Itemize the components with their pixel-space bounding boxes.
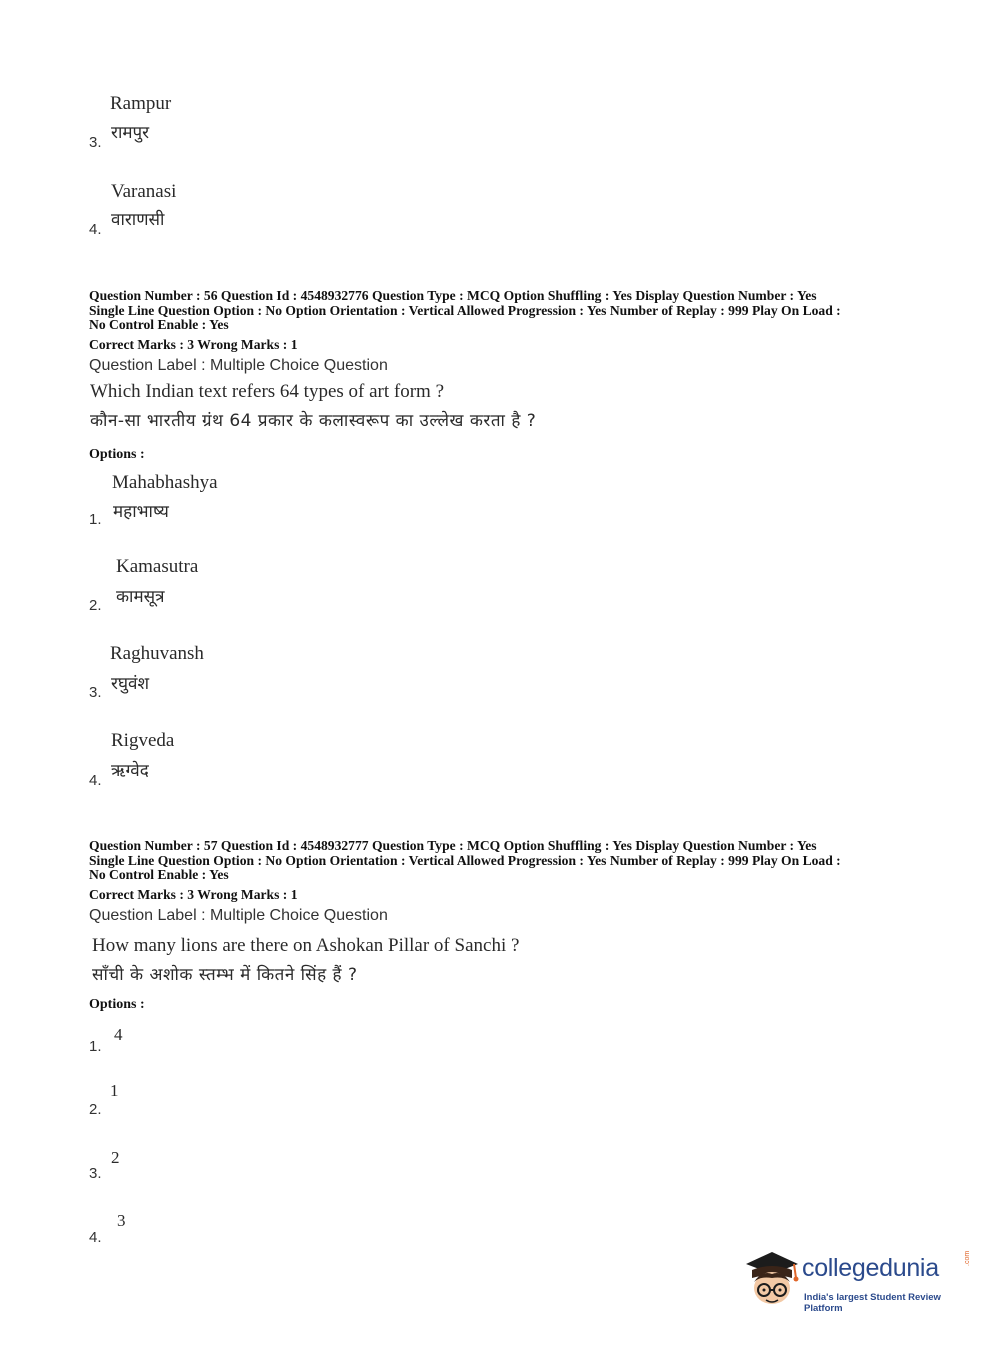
q57-option-1-value: 4 [114,1025,123,1044]
q57-option-4-number: 4. [89,1229,102,1246]
q56-option-3-english: Raghuvansh [110,643,204,664]
question-56-marks: Correct Marks : 3 Wrong Marks : 1 [89,337,298,352]
meta-line-1: Question Number : 57 Question Id : 4548932777 Question Type : MCQ Option Shuffling : Yes Display Question Number : Yes [89,838,817,853]
option-3-number: 3. [89,134,102,151]
q56-option-2-number: 2. [89,597,102,614]
question-57-options-heading: Options : [89,997,145,1012]
meta-line-1: Question Number : 56 Question Id : 4548932776 Question Type : MCQ Option Shuffling : Yes Display Question Number : Yes [89,288,817,303]
meta-line-3: No Control Enable : Yes [89,317,229,332]
meta-line-3: No Control Enable : Yes [89,867,229,882]
question-57-text-english: How many lions are there on Ashokan Pillar of Sanchi ? [92,935,520,956]
q56-option-3-hindi: रघुवंश [111,674,150,694]
meta-line-2: Single Line Question Option : No Option Orientation : Vertical Allowed Progression : Yes Number of Replay : 999 Play On Load : [89,852,841,868]
q56-option-3-number: 3. [89,684,102,701]
logo-com-suffix: .com [964,1250,971,1266]
student-mascot-icon [742,1248,802,1310]
question-56-text-english: Which Indian text refers 64 types of art form ? [90,381,445,402]
option-4-hindi: वाराणसी [111,210,165,230]
q56-option-1-hindi: महाभाष्य [113,502,169,522]
question-57-meta [89,839,919,883]
q57-option-3-value: 2 [111,1148,120,1167]
q57-option-3-number: 3. [89,1165,102,1182]
q56-option-1-english: Mahabhashya [112,472,218,493]
logo-wordmark: collegedunia [802,1254,939,1282]
option-4-number: 4. [89,221,102,238]
meta-line-2: Single Line Question Option : No Option Orientation : Vertical Allowed Progression : Yes Number of Replay : 999 Play On Load : [89,302,841,318]
option-3-english: Rampur [110,93,172,114]
q56-option-2-hindi: कामसूत्र [116,587,165,607]
question-56-meta [89,289,919,333]
question-56-label: Question Label : Multiple Choice Question [89,357,388,374]
q56-option-1-number: 1. [89,511,102,528]
option-4-english: Varanasi [111,181,177,202]
q57-option-2-number: 2. [89,1101,102,1118]
q57-option-4-value: 3 [117,1211,126,1230]
question-57-marks: Correct Marks : 3 Wrong Marks : 1 [89,887,298,902]
q56-option-4-number: 4. [89,772,102,789]
logo-tagline: India's largest Student Review Platform [804,1292,941,1314]
q57-option-2-value: 1 [110,1081,119,1100]
q56-option-2-english: Kamasutra [116,556,199,577]
collegedunia-logo [742,1248,972,1314]
question-57-label: Question Label : Multiple Choice Question [89,907,388,924]
q56-option-4-english: Rigveda [111,730,175,751]
q56-option-4-hindi: ऋग्वेद [111,761,149,781]
question-56-options-heading: Options : [89,447,145,462]
question-56-text-hindi: कौन-सा भारतीय ग्रंथ 64 प्रकार के कलास्वरूप का उल्लेख करता है ? [90,411,537,431]
option-3-hindi: रामपुर [111,123,150,143]
question-57-text-hindi: साँची के अशोक स्तम्भ में कितने सिंह हैं ? [92,965,358,985]
q57-option-1-number: 1. [89,1038,102,1055]
